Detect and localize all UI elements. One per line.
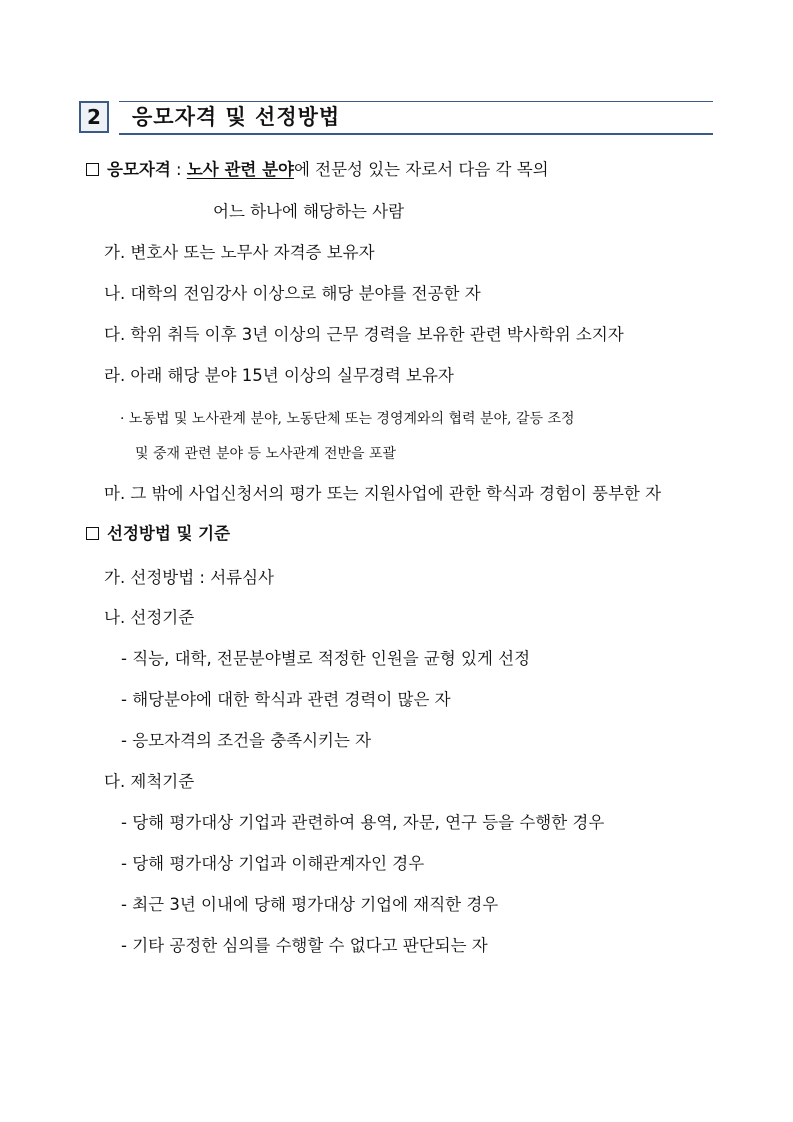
qualification-item-da: 다. 학위 취득 이후 3년 이상의 근무 경력을 보유한 관련 박사학위 소지자 <box>104 325 624 344</box>
qualification-item-ma: 마. 그 밖에 사업신청서의 평가 또는 지원사업에 관한 학식과 경험이 풍부한 자 <box>104 484 662 503</box>
qualification-item-ga: 가. 변호사 또는 노무사 자격증 보유자 <box>104 243 375 262</box>
criteria-title: 나. 선정기준 <box>104 608 195 627</box>
exclusion-title: 다. 제척기준 <box>104 772 195 791</box>
qualification-heading: 응모자격 <box>107 160 171 179</box>
exclusion-item: - 최근 3년 이내에 당해 평가대상 기업에 재직한 경우 <box>121 895 499 914</box>
heading-colon: : <box>170 160 187 179</box>
sub-note-line2: 및 중재 관련 분야 등 노사관계 전반을 포괄 <box>135 446 397 462</box>
section-title: 응모자격 및 선정방법 <box>132 105 341 129</box>
exclusion-item: - 당해 평가대상 기업과 관련하여 용역, 자문, 연구 등을 수행한 경우 <box>121 813 605 832</box>
header-bottom-rule <box>119 133 713 135</box>
criteria-item: - 직능, 대학, 전문분야별로 적정한 인원을 균형 있게 선정 <box>121 649 531 668</box>
qualification-heading-line <box>86 158 549 182</box>
sub-note-line1: · 노동법 및 노사관계 분야, 노동단체 또는 경영계와의 협력 분야, 갈등 조정 <box>120 411 575 427</box>
qualification-item-ra: 라. 아래 해당 분야 15년 이상의 실무경력 보유자 <box>104 366 454 385</box>
exclusion-item: - 기타 공정한 심의를 수행할 수 없다고 판단되는 자 <box>121 936 488 955</box>
criteria-item: - 해당분야에 대한 학식과 관련 경력이 많은 자 <box>121 690 451 709</box>
qualification-line1-rest: 에 전문성 있는 자로서 다음 각 목의 <box>293 160 549 179</box>
criteria-item: - 응모자격의 조건을 충족시키는 자 <box>121 731 372 750</box>
checkbox-square-icon <box>86 163 99 176</box>
section-header <box>79 99 713 135</box>
field-emphasis: 노사 관련 분야 <box>186 160 294 179</box>
selection-heading: 선정방법 및 기준 <box>107 524 231 543</box>
qualification-line2: 어느 하나에 해당하는 사람 <box>213 202 405 221</box>
checkbox-square-icon <box>86 527 99 540</box>
exclusion-item: - 당해 평가대상 기업과 이해관계자인 경우 <box>121 854 425 873</box>
selection-method: 가. 선정방법 : 서류심사 <box>104 568 274 587</box>
selection-heading-line <box>86 522 230 546</box>
qualification-item-na: 나. 대학의 전임강사 이상으로 해당 분야를 전공한 자 <box>104 284 481 303</box>
section-number: 2 <box>79 101 109 133</box>
